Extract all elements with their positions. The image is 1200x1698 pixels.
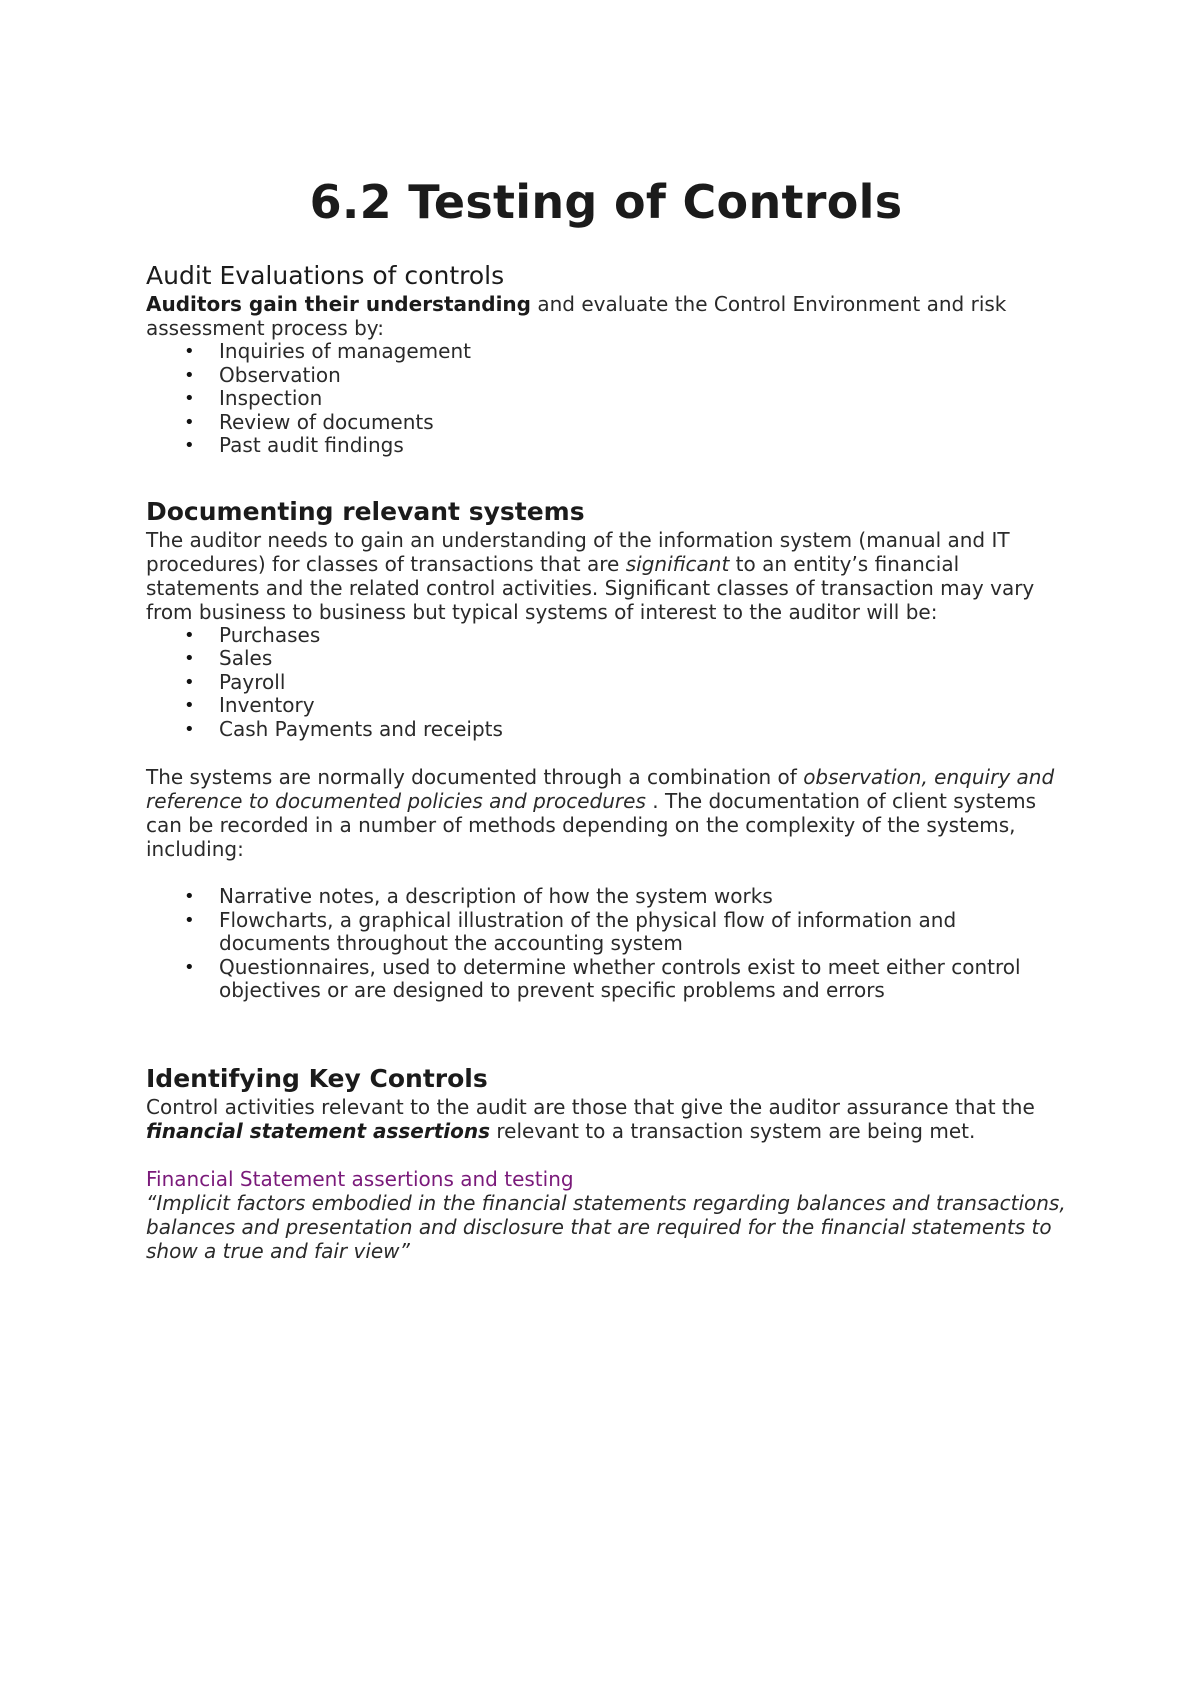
section2-para2: The systems are normally documented through a combination of observation, enquiry and reference to documented policies and procedures . The documentation of client systems can be recorded in a number of methods depending on the complexity of the systems, including: bbox=[146, 765, 1055, 861]
bullet-icon: • bbox=[184, 886, 195, 907]
assertions-quote: “Implicit factors embodied in the financial statements regarding balances and transactions, balances and presentation and disclosure that are required for the financial statements to show a true and fair view” bbox=[146, 1190, 1066, 1263]
list-item: • Purchases bbox=[184, 622, 321, 647]
bullet-icon: • bbox=[184, 364, 195, 386]
bullet-icon: • bbox=[184, 388, 195, 409]
bullet-icon: • bbox=[184, 648, 195, 669]
bullet-icon: • bbox=[184, 624, 195, 646]
bullet-icon: • bbox=[184, 411, 195, 433]
section-heading-documenting-systems: Documenting relevant systems bbox=[146, 496, 585, 526]
documentation-methods-list bbox=[146, 885, 1066, 1003]
emphasis-significant: significant bbox=[625, 551, 730, 576]
spacer bbox=[146, 1003, 1066, 1063]
list-item: • Past audit findings bbox=[184, 433, 404, 457]
bullet-icon: • bbox=[184, 909, 195, 931]
systems-list bbox=[146, 624, 1066, 742]
section1-intro bbox=[146, 292, 1066, 340]
audit-methods-list bbox=[146, 340, 1066, 458]
spacer bbox=[146, 234, 1066, 260]
list-item: • Questionnaires, used to determine whether controls exist to meet either control objectives or are designed to prevent specific problems and errors bbox=[184, 954, 1021, 1002]
emphasis-observation: observation, enquiry and reference to documented policies and procedures bbox=[146, 765, 1055, 813]
subheading-assertions-testing: Financial Statement assertions and testing bbox=[146, 1166, 574, 1191]
section1-intro-bold: Auditors gain their understanding bbox=[146, 292, 531, 316]
emphasis-assertions: financial statement assertions bbox=[146, 1118, 491, 1143]
spacer bbox=[146, 741, 1066, 765]
page-title: 6.2 Testing of Controls bbox=[309, 175, 903, 229]
list-item: • Inventory bbox=[184, 693, 315, 717]
section2-para1: The auditor needs to gain an understanding of the information system (manual and IT procedures) for classes of transactions that are significant to an entity’s financial statements and the related control activities. Significant classes of transaction may vary from business to business but typical systems of interest to the auditor will be: bbox=[146, 527, 1035, 624]
document-content bbox=[146, 170, 1066, 1263]
list-item: • Payroll bbox=[184, 669, 286, 694]
list-item: • Sales bbox=[184, 646, 273, 670]
bullet-icon: • bbox=[184, 435, 195, 456]
list-item: • Cash Payments and receipts bbox=[184, 716, 503, 741]
spacer bbox=[146, 861, 1066, 885]
bullet-icon: • bbox=[184, 695, 195, 716]
section3-para: Control activities relevant to the audit are those that give the auditor assurance that the financial statement assertions relevant to a transaction system are being met. bbox=[146, 1094, 1035, 1143]
list-item: • Inspection bbox=[184, 386, 323, 410]
spacer bbox=[146, 1143, 1066, 1167]
list-item: • Flowcharts, a graphical illustration of the physical flow of information and documents throughout the accounting system bbox=[184, 907, 957, 955]
bullet-icon: • bbox=[184, 341, 195, 362]
bullet-icon: • bbox=[184, 956, 195, 978]
spacer bbox=[146, 458, 1066, 496]
bullet-icon: • bbox=[184, 671, 195, 693]
section-heading-key-controls: Identifying Key Controls bbox=[146, 1063, 488, 1093]
section-heading-audit-evaluations: Audit Evaluations of controls bbox=[146, 261, 505, 290]
list-item: • Narrative notes, a description of how the system works bbox=[184, 884, 773, 908]
list-item: • Review of documents bbox=[184, 409, 434, 434]
list-item: • Inquiries of management bbox=[184, 339, 471, 363]
section1-intro-rest: and evaluate the Control Environment and risk assessment process by: bbox=[146, 292, 1007, 340]
bullet-icon: • bbox=[184, 718, 195, 740]
list-item: • Observation bbox=[184, 362, 341, 387]
